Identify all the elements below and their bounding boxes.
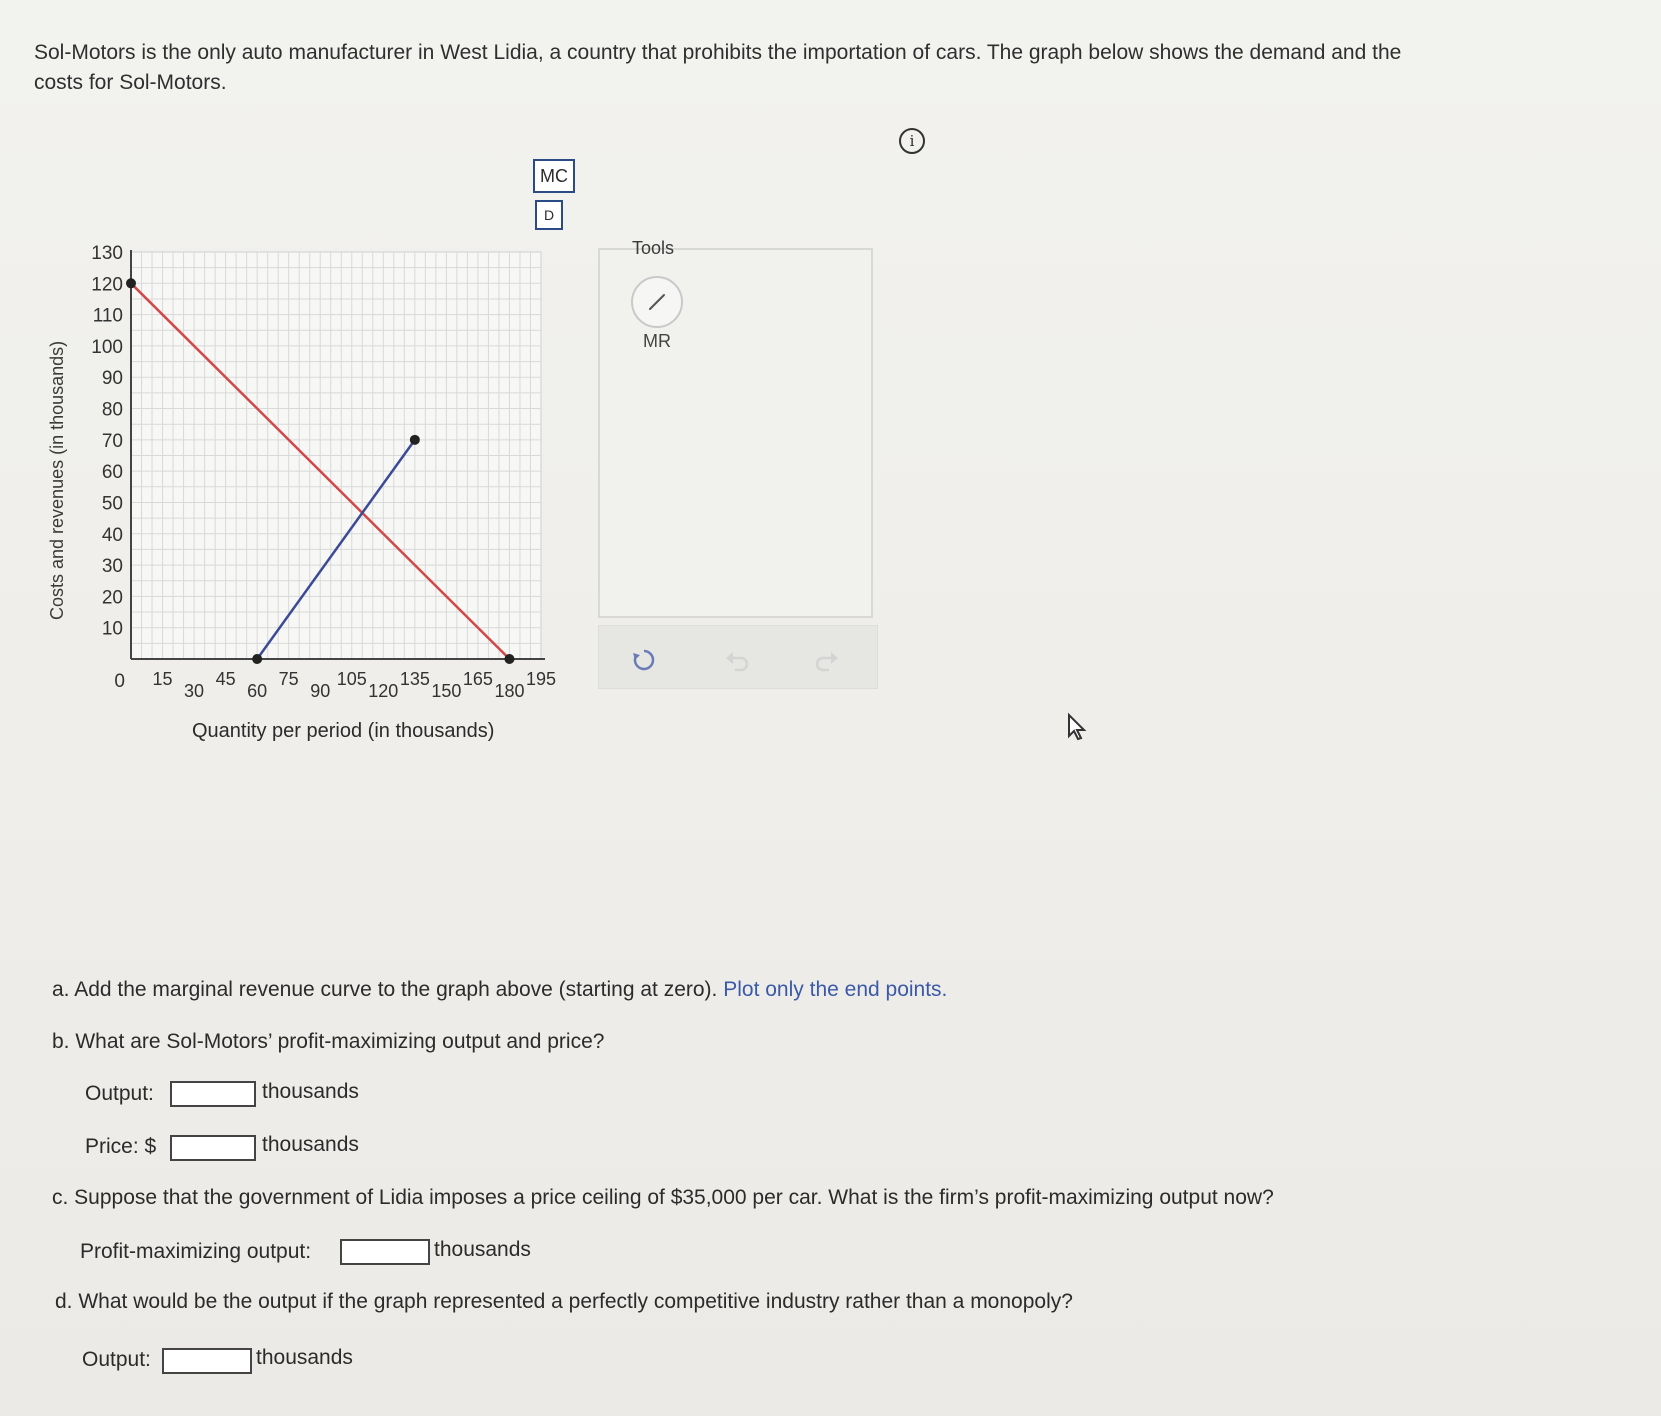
x-tick-label: 120	[368, 681, 399, 701]
x-tick-label: 75	[278, 669, 299, 689]
x-tick-label: 45	[215, 669, 236, 689]
question-a-text: a. Add the marginal revenue curve to the graph above (starting at zero).	[52, 978, 724, 1001]
y-tick-label: 120	[91, 274, 123, 296]
mc-endpoint	[252, 654, 262, 664]
b-output-input[interactable]	[170, 1081, 256, 1107]
c-output-label: Profit-maximizing output:	[80, 1240, 312, 1263]
y-tick-label: 130	[91, 243, 123, 264]
d-endpoint	[504, 654, 514, 664]
x-tick-label: 60	[247, 681, 268, 701]
x-tick-label: 150	[431, 681, 462, 701]
y-tick-label: 90	[101, 368, 123, 390]
d-endpoint	[126, 278, 136, 288]
question-c: c. Suppose that the government of Lidia imposes a price ceiling of $35,000 per car. What is the firm’s profit-maximizing output now?	[52, 1186, 1274, 1209]
x-axis-label: Quantity per period (in thousands)	[192, 720, 495, 742]
d-output-input[interactable]	[162, 1348, 252, 1374]
redo-icon[interactable]	[812, 645, 842, 675]
redo-icon-glyph	[813, 646, 841, 674]
y-tick-label: 50	[101, 493, 123, 515]
y-tick-label: 80	[101, 399, 123, 421]
c-output-input[interactable]	[340, 1239, 430, 1265]
y-tick-label: 100	[91, 336, 123, 358]
d-output-unit: thousands	[256, 1346, 353, 1369]
y-axis-label: Costs and revenues (in thousands)	[47, 340, 67, 620]
y-tick-label: 70	[101, 430, 123, 452]
d-output-label: Output:	[82, 1348, 151, 1371]
y-tick-label: 30	[101, 556, 123, 578]
y-tick-label: 40	[101, 524, 123, 546]
reset-icon-glyph	[630, 646, 658, 674]
mc-endpoint	[410, 435, 420, 445]
legend-mc-button[interactable]: MC	[533, 159, 575, 193]
y-tick-label: 10	[101, 618, 123, 640]
tools-title: Tools	[632, 238, 675, 258]
question-a	[52, 978, 947, 1002]
b-output-label: Output:	[85, 1082, 154, 1105]
b-price-unit: thousands	[262, 1133, 359, 1156]
undo-icon[interactable]	[722, 645, 752, 675]
x-tick-label: 195	[525, 669, 557, 689]
origin-label: 0	[114, 671, 125, 692]
x-tick-label: 105	[336, 669, 367, 689]
b-price-input[interactable]	[170, 1135, 256, 1161]
x-tick-label: 135	[399, 669, 430, 689]
y-tick-label: 110	[92, 305, 123, 327]
mr-tool-label: MR	[643, 331, 671, 351]
undo-icon-glyph	[723, 646, 751, 674]
x-tick-label: 30	[184, 681, 205, 701]
mr-tool-button[interactable]	[631, 276, 683, 328]
info-icon[interactable]: i	[899, 128, 925, 154]
x-tick-label: 15	[152, 669, 173, 689]
legend-d-button[interactable]: D	[535, 200, 563, 230]
line-tool-icon	[645, 290, 669, 314]
y-tick-label: 60	[101, 462, 123, 484]
plot-end-points-link[interactable]: Plot only the end points.	[723, 978, 948, 1001]
question-d: d. What would be the output if the graph represented a perfectly competitive industry rather than a monopoly?	[55, 1290, 1073, 1313]
c-output-unit: thousands	[434, 1238, 531, 1261]
intro-text: Sol-Motors is the only auto manufacturer in West Lidia, a country that prohibits the importation of cars. The graph below shows the demand and the costs for Sol-Motors.	[34, 41, 1402, 94]
x-tick-label: 165	[462, 669, 493, 689]
reset-icon[interactable]	[629, 645, 659, 675]
x-tick-label: 90	[310, 681, 331, 701]
question-b: b. What are Sol-Motors’ profit-maximizing output and price?	[52, 1030, 605, 1053]
x-tick-label: 180	[494, 681, 525, 701]
y-tick-label: 20	[101, 587, 123, 609]
b-output-unit: thousands	[262, 1080, 359, 1103]
b-price-label: Price: $	[85, 1135, 157, 1158]
mouse-cursor-icon	[1065, 712, 1091, 749]
